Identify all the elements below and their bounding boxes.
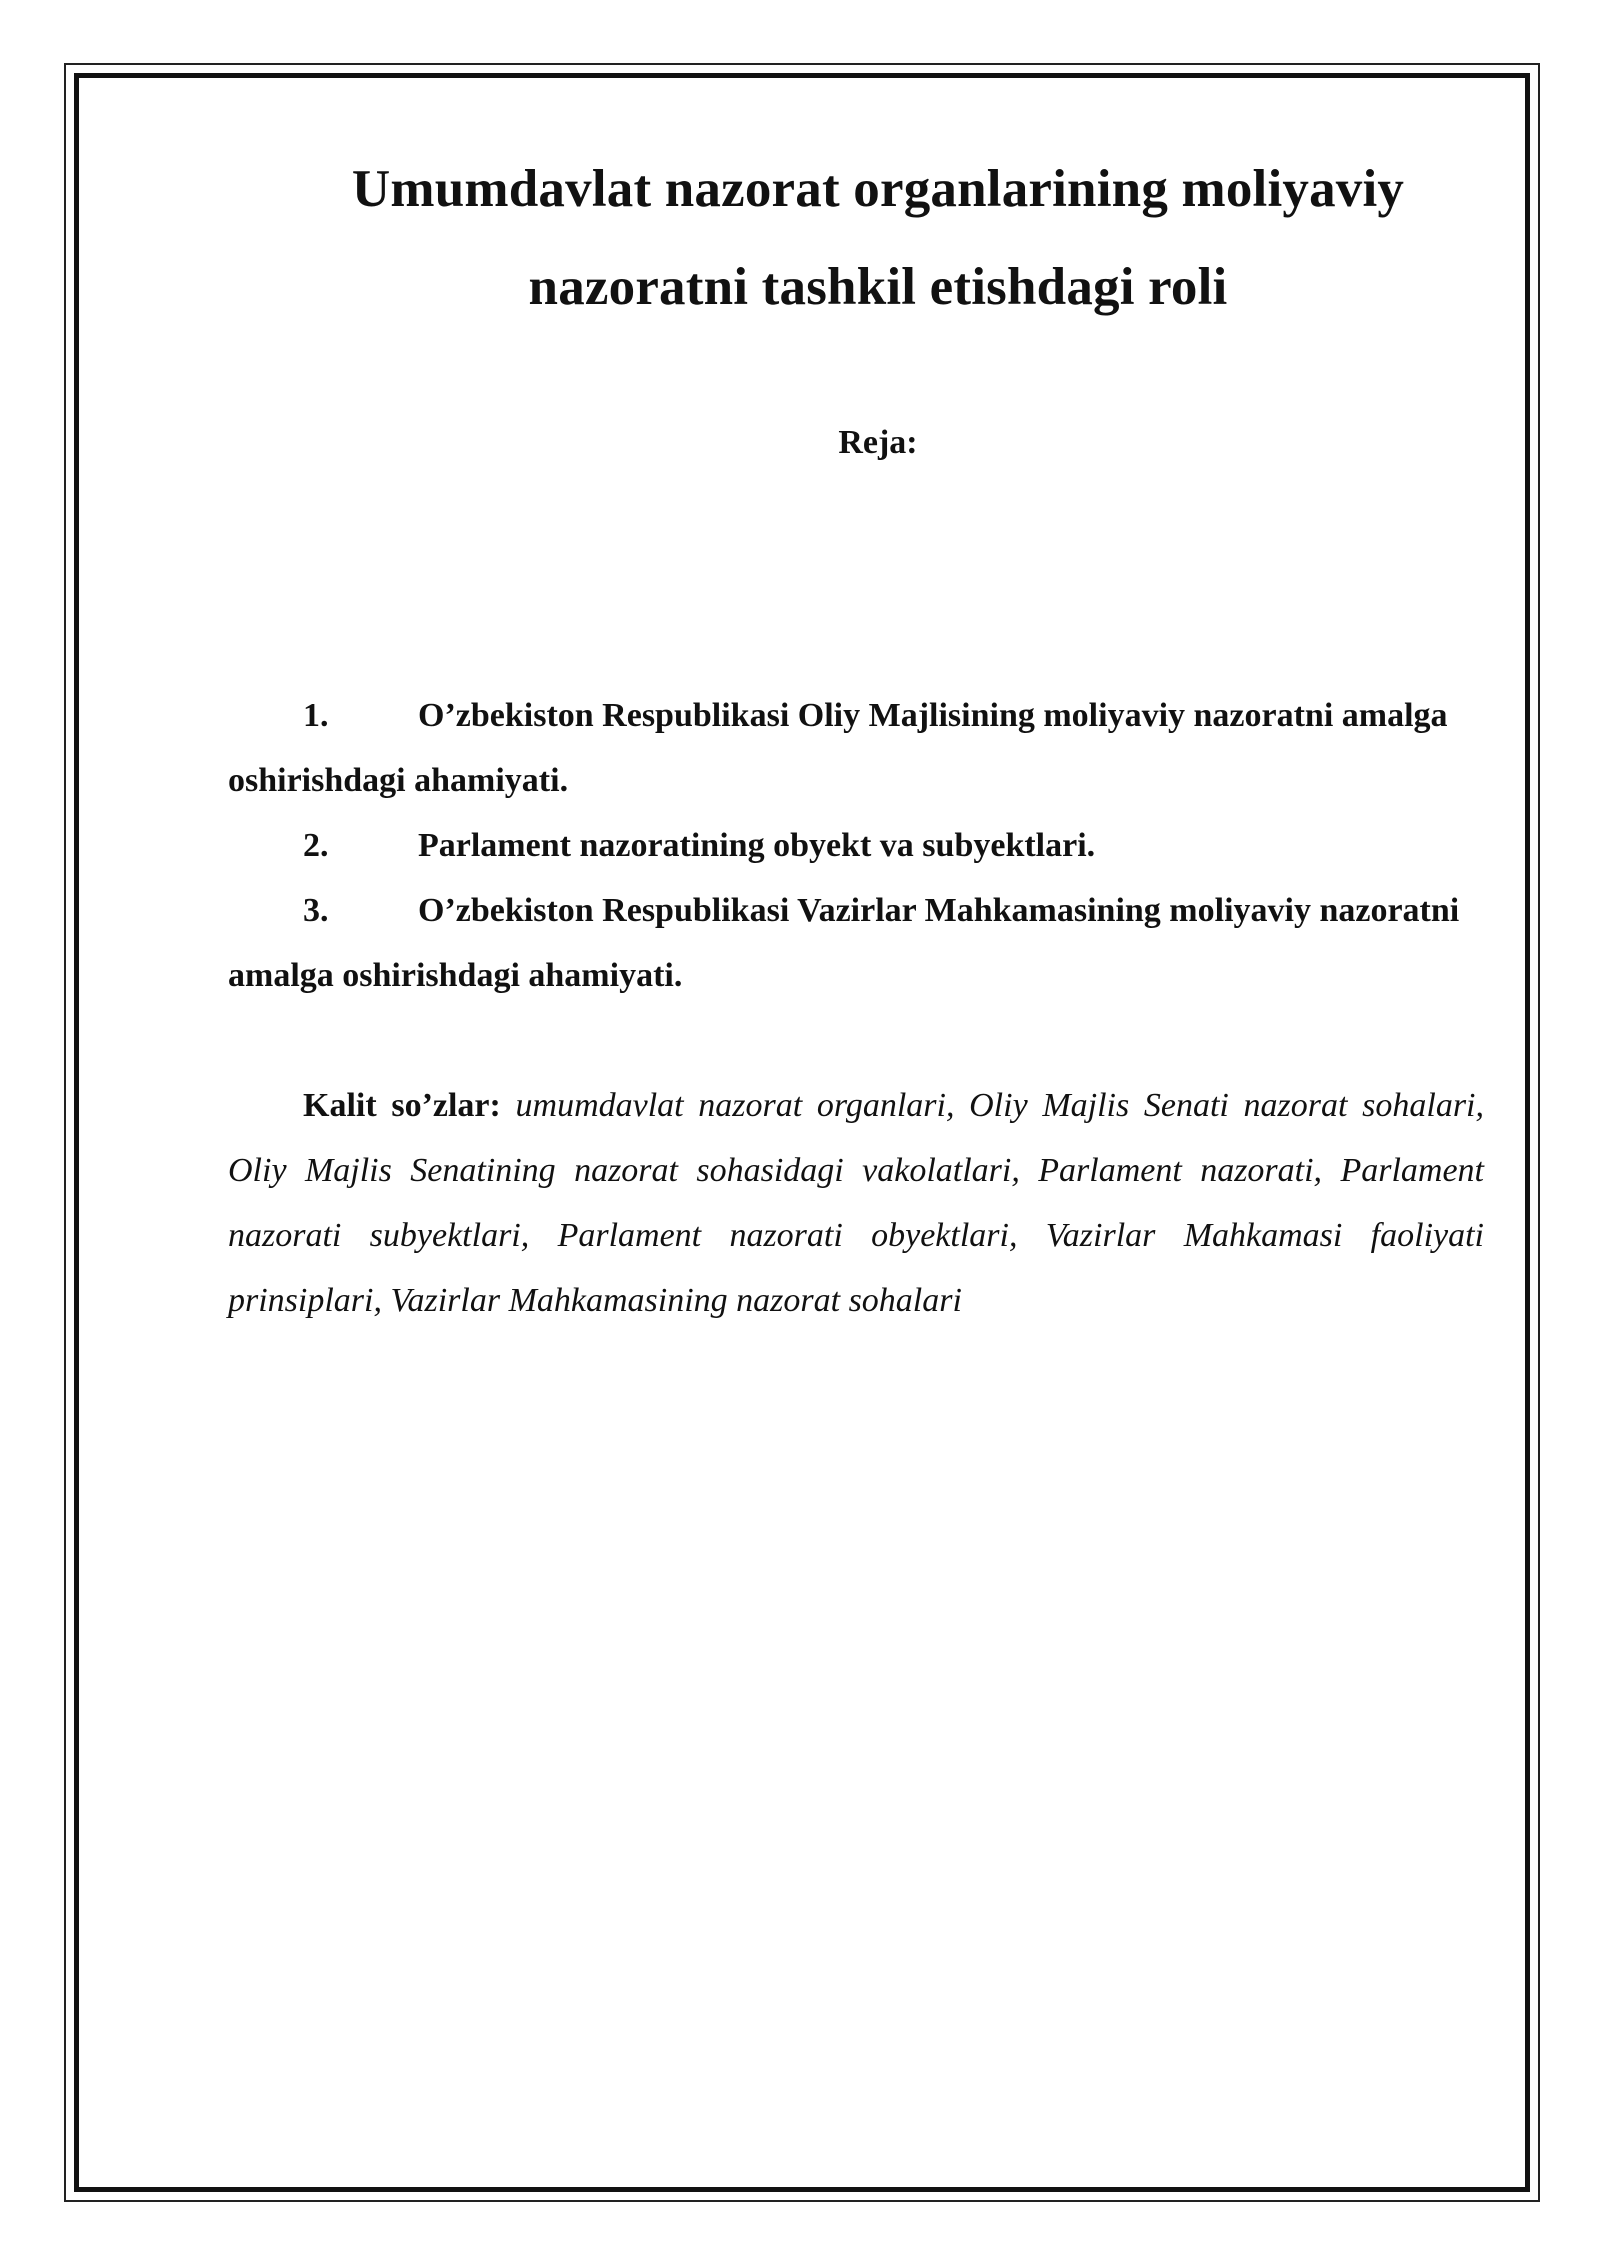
plan-item-1 [228, 683, 1484, 813]
plan-item-text: O’zbekiston Respublikasi Oliy Majlisining moliyaviy nazoratni amalga oshirishdagi ahamiyati. [228, 697, 1448, 799]
title-line-2: nazoratni tashkil etishdagi roli [528, 258, 1228, 316]
document-body [228, 140, 1484, 1319]
keywords-text: umumdavlat nazorat organlari, Oliy Majlis Senati nazorat sohalari, Oliy Majlis Senatining nazorat sohasidagi vakolatlari, Parlament nazorati, Parlament nazorati subyektlari, Parlament nazorati obyektlari, Vazirlar Mahkamasi faoliyati prinsiplari, Vazirlar Mahkamasining nazorat sohalari [228, 1087, 1484, 1319]
keywords-paragraph [228, 1073, 1484, 1333]
plan-item-number: 2. [303, 827, 329, 864]
plan-item-3 [228, 878, 1484, 1008]
plan-heading: Reja: [838, 424, 918, 461]
plan-list [228, 683, 1484, 1008]
keywords-label: Kalit so’zlar: [303, 1087, 501, 1124]
plan-item-number: 1. [303, 697, 329, 734]
plan-item-text: Parlament nazoratining obyekt va subyektlari. [418, 827, 1096, 864]
plan-item-2 [228, 813, 1484, 878]
title-line-1: Umumdavlat nazorat organlarining moliyaviy [351, 160, 1405, 218]
document-title [228, 140, 1484, 336]
plan-item-text: O’zbekiston Respublikasi Vazirlar Mahkamasining moliyaviy nazoratni amalga oshirishdagi ahamiyati. [228, 892, 1460, 994]
plan-item-number: 3. [303, 892, 329, 929]
